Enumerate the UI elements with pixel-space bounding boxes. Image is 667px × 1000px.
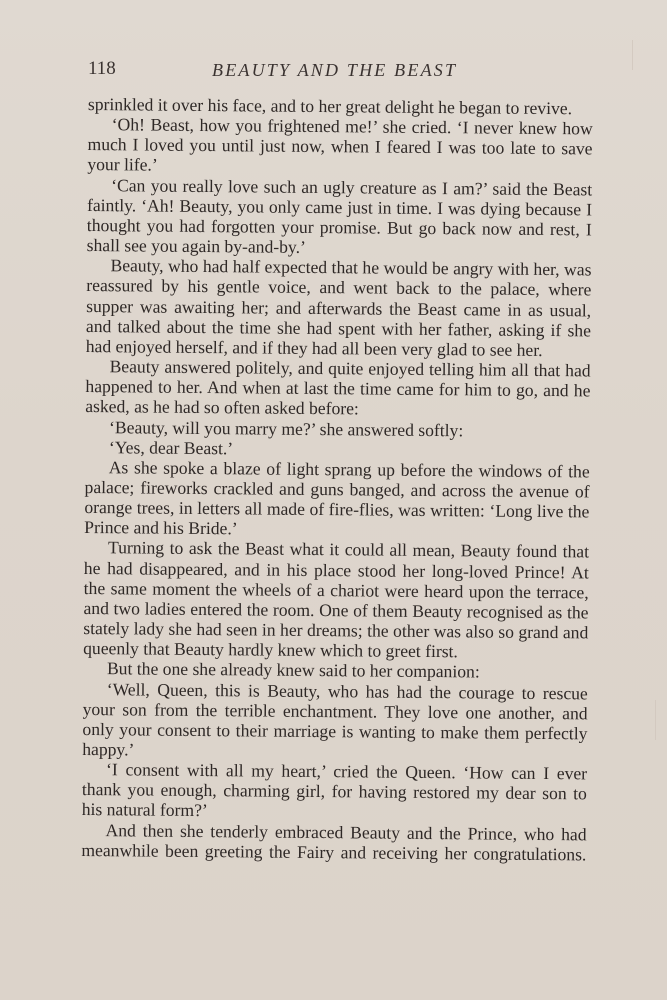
paragraph: Turning to ask the Beast what it could all mean, Beauty found that he had disappeared, and in his place stood her long-loved Prince! At the same moment the wheels of a chariot were heard upon the terrace, and two ladies entered the room. One of them Beauty recognised as the stately lady she had seen in her dreams; the other was also so grand and queenly that Beauty hardly knew which to greet first. — [83, 537, 590, 662]
page-header — [88, 58, 608, 84]
paragraph: ‘I consent with all my heart,’ cried the Queen. ‘How can I ever thank you enough, charming girl, for having restored my dear son to his natural form?’ — [81, 759, 588, 821]
paragraph: ‘Well, Queen, this is Beauty, who has had the courage to rescue your son from the terrible enchantment. They love one another, and only your consent to their marriage is wanting to make them perfectly happy.’ — [82, 678, 588, 760]
paragraph: ‘Oh! Beast, how you frightened me!’ she cried. ‘I never knew how much I loved you until just now, when I feared I was too late to save your life.’ — [87, 114, 593, 176]
running-head: BEAUTY AND THE BEAST — [212, 60, 458, 80]
paper-mark — [655, 700, 656, 740]
paragraph: Beauty answered politely, and quite enjoyed telling him all that had happened to her. And when at last the time came for him to go, and he asked, as he had so often asked before: — [85, 356, 591, 419]
paragraph: ‘Can you really love such an ugly creature as I am?’ said the Beast faintly. ‘Ah! Beauty, you only came just in time. I was dying because I thought you had forgotten your promise. But go back now and rest, I shall see you again by-and-by.’ — [86, 174, 593, 258]
paragraph: ‘Beauty, will you marry me?’ she answered softly: — [109, 416, 464, 440]
page-number: 118 — [88, 58, 116, 79]
paragraph: But the one she already knew said to her companion: — [106, 658, 480, 682]
paragraph: And then she tenderly embraced Beauty and the Prince, who had meanwhile been greeting the Fairy and receiving her congratulations. — [81, 819, 587, 865]
paragraph: As she spoke a blaze of light sprang up before the windows of the palace; fireworks crackled and guns banged, and across the avenue of orange trees, in letters all made of fire-flies, was written: ‘Long live the Prince and his Bride.’ — [84, 457, 590, 539]
body-text — [81, 94, 593, 864]
paragraph: ‘Yes, dear Beast.’ — [108, 436, 234, 458]
paragraph: Beauty, who had half expected that he would be angry with her, was reassured by his gentle voice, and went back to the palace, where supper was awaiting her; and afterwards the Beast came in as usual, and talked about the time she had spent with her father, asking if she had enjoyed herself, and if they had all been very glad to see her. — [85, 255, 592, 360]
paragraph: sprinkled it over his face, and to her great delight he began to revive. — [87, 94, 573, 119]
paper-mark — [632, 40, 633, 70]
